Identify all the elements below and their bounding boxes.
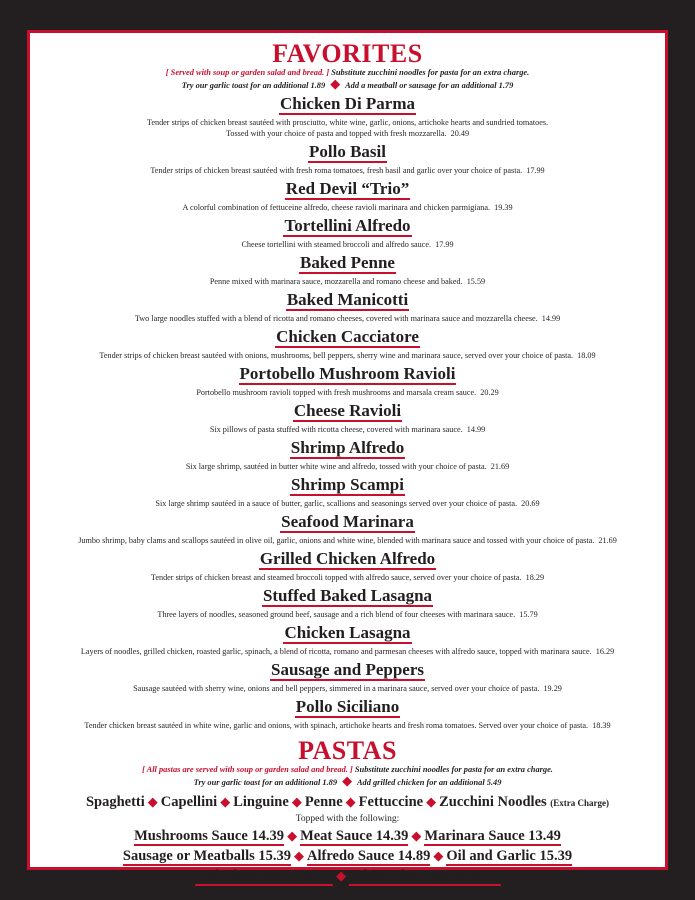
menu-item [34, 253, 661, 287]
diamond-icon: ◆ [426, 794, 437, 809]
dish-name: Pollo Basil [309, 142, 386, 161]
menu-item [34, 586, 661, 620]
menu-item [34, 438, 661, 472]
menu-item [34, 549, 661, 583]
dish-name: Cheese Ravioli [293, 401, 402, 420]
dish-name: Shrimp Scampi [291, 475, 404, 494]
diamond-icon: ◆ [147, 794, 158, 809]
dish-description-text: Tender strips of chicken breast sautéed with onions, mushrooms, bell peppers, sherry wine and marinara sauce, served over your choice of pasta. [99, 351, 574, 360]
dish-name: Red Devil “Trio” [285, 179, 410, 198]
dish-price: 18.09 [577, 351, 596, 360]
dish-price: 20.49 [450, 129, 470, 138]
favorites-note-rest: Substitute zucchini noodles for pasta for an extra charge. [329, 68, 530, 77]
pasta-type: Capellini [160, 794, 218, 810]
sauce-option: Mushrooms Sauce 14.39 [134, 828, 285, 844]
dish-description [34, 117, 661, 128]
favorites-note-line-2 [34, 78, 661, 91]
dish-description-text: Jumbo shrimp, baby clams and scallops sautéed in olive oil, garlic, onions and white wine, blended with marinara sauce and tossed with your choice of pasta. [78, 536, 595, 545]
extra-charge-label: (Extra Charge) [550, 798, 610, 808]
dish-description [34, 239, 661, 250]
menu-item [34, 364, 661, 398]
pasta-type: Zucchini Noodles [439, 794, 547, 810]
sauce-row [34, 826, 661, 846]
menu-item [34, 327, 661, 361]
pasta-type: Spaghetti [85, 794, 145, 810]
pastas-title: PASTAS [298, 736, 397, 765]
dish-description [34, 720, 661, 731]
menu-item [34, 179, 661, 213]
dish-description-text: Two large noodles stuffed with a blend of ricotta and romano cheeses, covered with marinara sauce and mozzarella cheese. [134, 314, 538, 323]
pasta-type: Fettuccine [358, 794, 424, 810]
sauce-option: White Clam Sauce 15.49 [349, 868, 501, 884]
dish-name: Baked Penne [300, 253, 395, 272]
sauce-option: Alfredo Sauce 14.89 [307, 848, 431, 864]
dish-description [34, 202, 661, 213]
dish-price: 20.29 [480, 388, 499, 397]
menu-page [27, 30, 668, 884]
dish-description-text: Penne mixed with marinara sauce, mozzarella and romano cheese and baked. [209, 277, 463, 286]
dish-description-text: Six large shrimp, sautéed in butter white wine and alfredo, tossed with your choice of pasta. [185, 462, 487, 471]
dish-price: 16.29 [595, 647, 615, 656]
dish-price: 17.99 [435, 240, 454, 249]
pastas-note-bracketed: [ All pastas are served with soup or garden salad and bread. ] [142, 765, 353, 774]
menu-item [34, 697, 661, 731]
dish-name: Tortellini Alfredo [284, 216, 411, 235]
dish-name: Sausage and Peppers [270, 660, 425, 679]
diamond-icon: ◆ [291, 794, 302, 809]
favorites-note-bracketed: [ Served with soup or garden salad and bread. ] [165, 68, 330, 77]
sauce-row [34, 846, 661, 866]
menu-item [34, 623, 661, 657]
diamond-icon: ◆ [287, 828, 298, 843]
dish-description [34, 461, 661, 472]
pasta-type: Penne [304, 794, 343, 810]
dish-price: 18.29 [525, 573, 545, 582]
menu-item [34, 512, 661, 546]
menu-item [34, 94, 661, 139]
dish-price: 19.29 [543, 684, 562, 693]
diamond-icon: ◆ [294, 848, 305, 863]
dish-description-text: Six pillows of pasta stuffed with ricotta cheese, covered with marinara sauce. [209, 425, 463, 434]
dish-description-text: Three layers of noodles, seasoned ground beef, sausage and a rich blend of four cheeses with marinara sauce. [157, 610, 516, 619]
sauce-option: Sausage or Meatballs 15.39 [122, 848, 292, 864]
diamond-icon: ◆ [330, 76, 341, 91]
sauce-option: Oil and Garlic 15.39 [446, 848, 573, 864]
dish-description-text: Tender chicken breast sautéed in white wine, garlic and onions, with spinach, artichoke hearts and fresh roma tomatoes. Served over your choice of pasta. [84, 721, 589, 730]
dish-price: 14.99 [541, 314, 561, 323]
menu-item [34, 475, 661, 509]
pasta-type: Linguine [233, 794, 289, 810]
dish-description [34, 683, 661, 694]
menu-item [34, 290, 661, 324]
topped-with-label: Topped with the following: [295, 814, 400, 824]
dish-description-text: Tender strips of chicken breast sautéed with prosciutto, white wine, garlic, onions, artichoke hearts and sundried tomatoes. [146, 118, 549, 127]
dish-name: Shrimp Alfredo [290, 438, 405, 457]
dish-description [34, 128, 661, 139]
dish-description-text: Portobello mushroom ravioli topped with fresh mushrooms and marsala cream sauce. [196, 388, 477, 397]
favorites-note-meatball: Add a meatball or sausage for an additional 1.79 [345, 81, 514, 90]
dish-description [34, 350, 661, 361]
menu-item [34, 401, 661, 435]
dish-description-text: Sausage sautéed with sherry wine, onions and bell peppers, simmered in a marinara sauce, served over your choice of pasta. [133, 684, 540, 693]
dish-description [34, 498, 661, 509]
dish-description [34, 424, 661, 435]
favorites-dish-list [34, 94, 661, 731]
menu-item [34, 216, 661, 250]
dish-price: 17.99 [526, 166, 545, 175]
dish-name: Portobello Mushroom Ravioli [239, 364, 456, 383]
dish-price: 18.39 [592, 721, 611, 730]
dish-price: 20.69 [521, 499, 540, 508]
sauce-list [34, 826, 661, 886]
dish-name: Stuffed Baked Lasagna [262, 586, 433, 605]
dish-price: 15.59 [466, 277, 486, 286]
favorites-note-garlic-toast: Try our garlic toast for an additional 1.89 [181, 81, 326, 90]
dish-description [34, 387, 661, 398]
dish-description-text: Tender strips of chicken breast sautéed with fresh roma tomatoes, fresh basil and garlic over your choice of pasta. [150, 166, 523, 175]
sauce-option: Meat Sauce 14.39 [300, 828, 409, 844]
dish-name: Seafood Marinara [281, 512, 414, 531]
dish-description-text: Cheese tortellini with steamed broccoli and alfredo sauce. [241, 240, 432, 249]
dish-description [34, 609, 661, 620]
dish-name: Chicken Lasagna [284, 623, 411, 642]
dish-name: Chicken Cacciatore [276, 327, 419, 346]
sauce-row [34, 866, 661, 886]
diamond-icon: ◆ [411, 828, 422, 843]
pastas-note-rest: Substitute zucchini noodles for pasta for an extra charge. [352, 765, 553, 774]
favorites-title: FAVORITES [272, 39, 423, 68]
dish-description-text: Layers of noodles, grilled chicken, roasted garlic, spinach, a blend of ricotta, romano and parmesan cheeses with alfredo sauce, topped with marinara sauce. [80, 647, 592, 656]
dish-description [34, 646, 661, 657]
dish-name: Grilled Chicken Alfredo [259, 549, 436, 568]
dish-description-text: A colorful combination of fettuceine alfredo, cheese ravioli marinara and chicken parmigiana. [182, 203, 491, 212]
dish-name: Chicken Di Parma [279, 94, 416, 113]
diamond-icon: ◆ [433, 848, 444, 863]
dish-description [34, 313, 661, 324]
dish-description-text: Six large shrimp sautéed in a sauce of butter, garlic, scallions and seasonings served over your choice of pasta. [155, 499, 518, 508]
pastas-note-line-2 [34, 775, 661, 788]
dish-name: Pollo Siciliano [295, 697, 400, 716]
dish-price: 21.69 [598, 536, 617, 545]
dish-description [34, 276, 661, 287]
dish-description [34, 535, 661, 546]
diamond-icon: ◆ [345, 794, 356, 809]
dish-description-text: Tender strips of chicken breast and steamed broccoli topped with alfredo sauce, served over your choice of pasta. [150, 573, 522, 582]
diamond-icon: ◆ [336, 868, 347, 883]
dish-name: Baked Manicotti [286, 290, 409, 309]
dish-price: 19.39 [494, 203, 513, 212]
dish-price: 15.79 [519, 610, 538, 619]
favorites-note-line-1 [34, 67, 661, 78]
menu-item [34, 142, 661, 176]
pastas-note-chicken: Add grilled chicken for an additional 5.49 [356, 778, 502, 787]
dish-description [34, 572, 661, 583]
diamond-icon: ◆ [220, 794, 231, 809]
dish-description [34, 165, 661, 176]
diamond-icon: ◆ [342, 773, 353, 788]
pasta-types-line [34, 793, 661, 812]
menu-item [34, 660, 661, 694]
dish-price: 21.69 [490, 462, 510, 471]
dish-description-text: Tossed with your choice of pasta and topped with fresh mozzarella. [225, 129, 447, 138]
pastas-note-garlic-toast: Try our garlic toast for an additional 1.89 [193, 778, 338, 787]
sauce-option: Marinara Sauce 13.49 [424, 828, 561, 844]
sauce-option: Red Clam Sauce 15.49 [194, 868, 334, 884]
dish-price: 14.99 [466, 425, 486, 434]
